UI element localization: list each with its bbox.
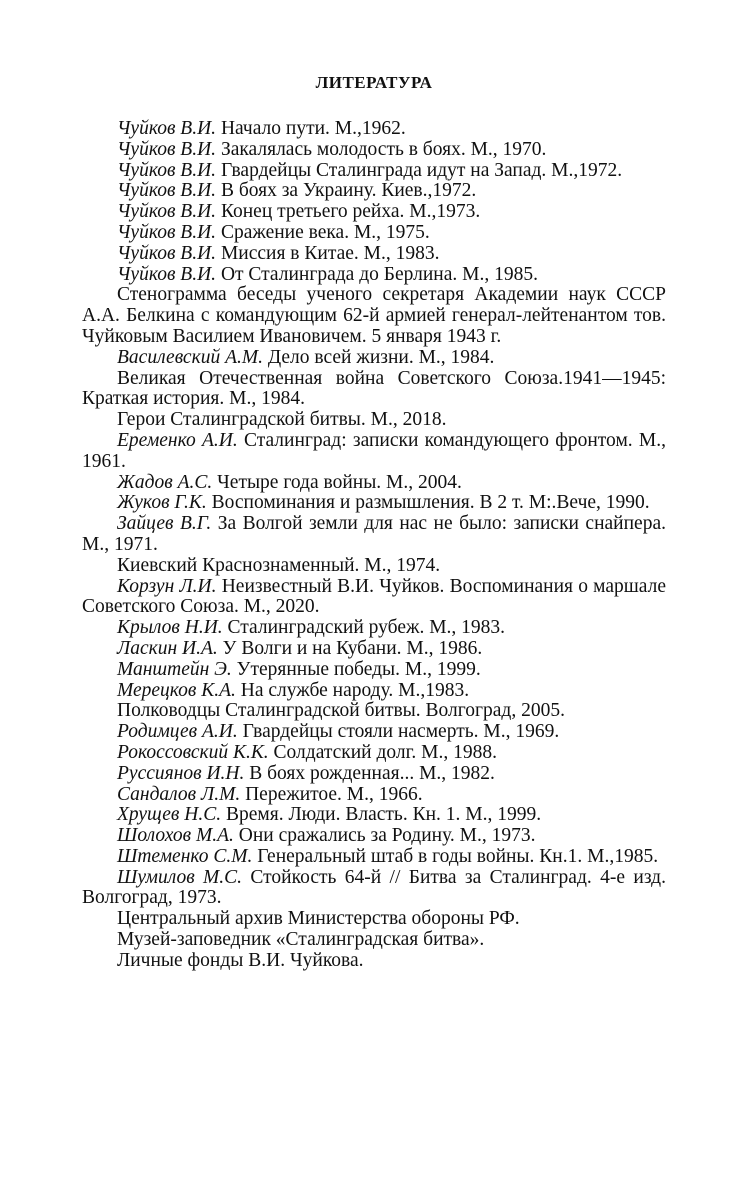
bibliography-entry — [82, 514, 666, 556]
entry-text: Неизвестный В.И. Чуйков. Воспоминания о маршале Советского Союза. М., 2020. — [82, 575, 666, 618]
bibliography-entry — [82, 202, 666, 223]
page-title: ЛИТЕРАТУРА — [315, 73, 433, 92]
entry-text: Музей-заповедник «Сталинградская битва». — [117, 929, 485, 951]
entry-text: За Волгой земли для нас не было: записки снайпера. М., 1971. — [82, 513, 666, 555]
entry-author: Родимцев А.И. — [117, 721, 238, 743]
entry-author: Рокоссовский К.К. — [117, 741, 269, 763]
bibliography-entry — [82, 909, 666, 930]
entry-author: Мерецков К.А. — [117, 679, 236, 701]
bibliography-entry — [82, 493, 666, 514]
bibliography-entry — [82, 930, 666, 951]
entry-text: Гвардейцы Сталинграда идут на Запад. М.,1972. — [216, 159, 623, 181]
entry-text: Начало пути. М.,1962. — [216, 118, 406, 139]
entry-text: На службе народу. М.,1983. — [235, 679, 470, 701]
bibliography-entry — [82, 556, 666, 577]
entry-text: Сталинградский рубеж. М., 1983. — [222, 617, 506, 639]
entry-author: Чуйков В.И. — [117, 201, 217, 223]
bibliography-entry — [82, 410, 666, 431]
entry-author: Сандалов Л.М. — [117, 783, 241, 805]
entry-author: Чуйков В.И. — [117, 263, 217, 285]
entry-text: Стенограмма беседы ученого секретаря Академии наук СССР А.А. Белкина с командующим 62-й армией генерал-лейтенантом тов. Чуйковым Василием Ивановичем. 5 января 1943 г. — [82, 284, 666, 347]
bibliography-entry — [82, 681, 666, 702]
entry-text: Воспоминания и размышления. В 2 т. М:.Вече, 1990. — [206, 492, 650, 514]
bibliography-entry — [82, 660, 666, 681]
entry-text: Герои Сталинградской битвы. М., 2018. — [117, 409, 447, 431]
entry-text: Киевский Краснознаменный. М., 1974. — [117, 554, 441, 576]
entry-text: В боях рожденная... М., 1982. — [244, 762, 495, 784]
entry-text: Дело всей жизни. М., 1984. — [262, 346, 495, 368]
entry-author: Зайцев В.Г. — [117, 513, 212, 535]
bibliography-entry — [82, 285, 666, 347]
entry-text: Сталинград: записки командующего фронтом. М., 1961. — [82, 429, 666, 472]
entry-text: От Сталинграда до Берлина. М., 1985. — [216, 263, 538, 285]
entry-author: Хрущев Н.С. — [117, 804, 222, 826]
entry-text: Центральный архив Министерства обороны РФ. — [117, 908, 520, 930]
bibliography-entry — [82, 743, 666, 764]
entry-text: Утерянные победы. М., 1999. — [231, 658, 481, 680]
bibliography-entry — [82, 805, 666, 826]
entry-text: Генеральный штаб в годы войны. Кн.1. М.,1985. — [252, 845, 659, 867]
entry-text: Стойкость 64-й // Битва за Сталинград. 4-е изд. Волгоград, 1973. — [82, 866, 666, 909]
bibliography-entry — [82, 701, 666, 722]
bibliography-entry — [82, 140, 666, 161]
entry-author: Жадов А.С. — [117, 471, 213, 493]
bibliography-entry — [82, 785, 666, 806]
entry-author: Чуйков В.И. — [117, 180, 217, 202]
bibliography-entry — [82, 473, 666, 494]
bibliography-entry — [82, 431, 666, 473]
entry-author: Корзун Л.И. — [117, 575, 217, 597]
bibliography-entry — [82, 577, 666, 619]
entry-text: Личные фонды В.И. Чуйкова. — [117, 949, 364, 971]
entry-author: Шумилов М.С. — [117, 866, 243, 888]
entry-text: Гвардейцы стояли насмерть. М., 1969. — [237, 721, 560, 743]
entry-author: Еременко А.И. — [117, 429, 238, 451]
bibliography-entry — [82, 951, 666, 972]
document-page — [82, 70, 666, 972]
bibliography-entry — [82, 868, 666, 910]
entry-text: Закалялась молодость в боях. М., 1970. — [216, 138, 547, 160]
bibliography-entry — [82, 826, 666, 847]
bibliography-entry — [82, 161, 666, 182]
entry-text: Сражение века. М., 1975. — [216, 221, 430, 243]
bibliography-list — [82, 119, 666, 972]
bibliography-entry — [82, 181, 666, 202]
entry-text: Солдатский долг. М., 1988. — [268, 741, 498, 763]
entry-text: Время. Люди. Власть. Кн. 1. М., 1999. — [221, 804, 542, 826]
entry-text: Пережитое. М., 1966. — [240, 783, 423, 805]
bibliography-entry — [82, 223, 666, 244]
entry-text: Миссия в Китае. М., 1983. — [216, 242, 440, 264]
bibliography-entry — [82, 764, 666, 785]
bibliography-entry — [82, 618, 666, 639]
entry-author: Манштейн Э. — [117, 658, 232, 680]
bibliography-entry — [82, 348, 666, 369]
entry-author: Василевский А.М. — [117, 346, 263, 368]
bibliography-entry — [82, 244, 666, 265]
entry-author: Чуйков В.И. — [117, 118, 217, 139]
entry-author: Руссиянов И.Н. — [117, 762, 245, 784]
entry-author: Крылов Н.И. — [117, 617, 223, 639]
bibliography-entry — [82, 369, 666, 411]
bibliography-entry — [82, 119, 666, 140]
bibliography-entry — [82, 639, 666, 660]
entry-author: Чуйков В.И. — [117, 242, 217, 264]
entry-author: Ласкин И.А. — [117, 637, 218, 659]
entry-text: В боях за Украину. Киев.,1972. — [216, 180, 477, 202]
entry-text: Великая Отечественная война Советского Союза.1941—1945: Краткая история. М., 1984. — [82, 367, 666, 410]
entry-author: Штеменко С.М. — [117, 845, 253, 867]
entry-text: У Волги и на Кубани. М., 1986. — [217, 637, 483, 659]
entry-text: Полководцы Сталинградской битвы. Волгоград, 2005. — [117, 700, 565, 722]
entry-text: Четыре года войны. М., 2004. — [212, 471, 462, 493]
entry-text: Конец третьего рейха. М.,1973. — [216, 201, 481, 223]
entry-author: Жуков Г.К. — [117, 492, 207, 514]
bibliography-entry — [82, 722, 666, 743]
entry-text: Они сражались за Родину. М., 1973. — [233, 825, 536, 847]
bibliography-entry — [82, 265, 666, 286]
entry-author: Шолохов М.А. — [117, 825, 234, 847]
entry-author: Чуйков В.И. — [117, 138, 217, 160]
bibliography-entry — [82, 847, 666, 868]
entry-author: Чуйков В.И. — [117, 221, 217, 243]
entry-author: Чуйков В.И. — [117, 159, 217, 181]
